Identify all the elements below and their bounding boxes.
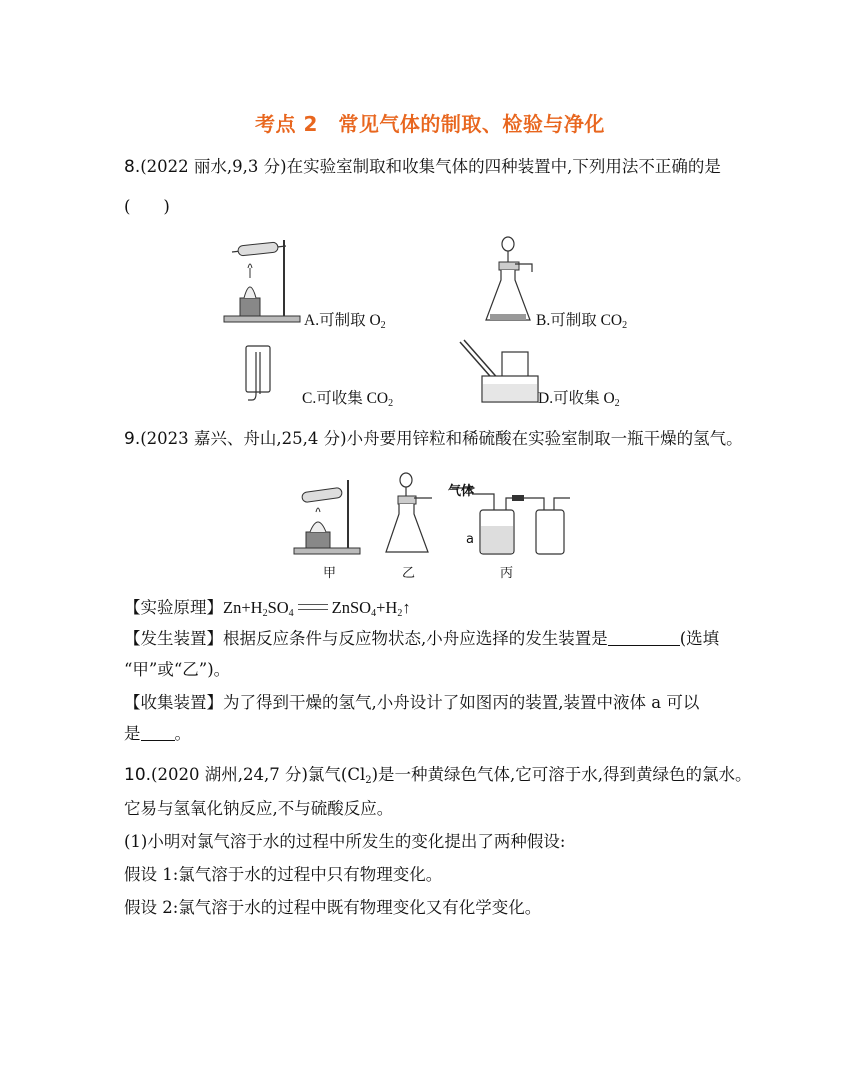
- device-answer-blank[interactable]: [608, 629, 680, 646]
- q10-number: 10.: [124, 765, 152, 785]
- apparatus-yi-flask-funnel-icon: [384, 472, 436, 558]
- fig-label-jia: 甲: [323, 566, 337, 581]
- fig-label-gas: 气体: [448, 484, 475, 499]
- q8-answer-paren: ( ): [124, 197, 170, 216]
- q8-number: 8.: [124, 157, 141, 177]
- fig-label-yi: 乙: [402, 566, 416, 581]
- option-a-caption: A.可制取 $O_2$: [304, 312, 386, 331]
- option-b-caption: B.可制取 $CO_2$: [536, 312, 628, 331]
- q9-number: 9.: [124, 429, 141, 449]
- section-title: 考点 2 常见气体的制取、检验与净化: [255, 112, 605, 136]
- fig-label-bing: 丙: [500, 566, 514, 581]
- q10-line3: (1)小明对氯气溶于水的过程中所发生的变化提出了两种假设:: [124, 832, 566, 851]
- q8-stem: [124, 156, 721, 178]
- q9-device-line2: “甲”或“乙”)。: [124, 660, 231, 679]
- q9-principle: 【实验原理】$Zn+H_2SO_4$ $ZnSO_4+H_2↑$: [124, 598, 411, 619]
- apparatus-jia-heating-tube-icon: [292, 476, 364, 558]
- q9-text: (2023 嘉兴、舟山,25,4 分)小舟要用锌粒和稀硫酸在实验室制取一瓶干燥的氢气。: [140, 429, 743, 448]
- option-c-caption: C.可收集 $CO_2$: [302, 390, 394, 409]
- q10-line2: 它易与氢氧化钠反应,不与硫酸反应。: [124, 799, 394, 818]
- q9-collect-line2: 是 。: [124, 724, 191, 743]
- option-d-caption: D.可收集 $O_2$: [538, 390, 620, 409]
- liquid-answer-blank[interactable]: [141, 724, 175, 741]
- q9-collect: 【收集装置】为了得到干燥的氢气,小舟设计了如图丙的装置,装置中液体 a 可以: [124, 693, 700, 712]
- q10-stem: 10.(2020 湖州,24,7 分)氯气$(Cl_2)$是一种黄绿色气体,它可溶于水,得到黄绿色的氯水。: [124, 765, 752, 786]
- apparatus-b-flask-funnel-icon: [484, 236, 536, 328]
- fig-label-liquid-a: a: [466, 532, 474, 547]
- apparatus-d-water-displacement-icon: [456, 336, 542, 406]
- q9-device: 【发生装置】根据反应条件与反应物状态,小舟应选择的发生装置是 (选填: [124, 629, 720, 648]
- q10-line4: 假设 1:氯气溶于水的过程中只有物理变化。: [124, 865, 443, 884]
- q9-stem: [124, 428, 743, 450]
- q8-text: (2022 丽水,9,3 分)在实验室制取和收集气体的四种装置中,下列用法不正确的是: [140, 157, 721, 176]
- apparatus-c-collection-bottle-icon: [244, 344, 274, 402]
- q10-line5: 假设 2:氯气溶于水的过程中既有物理变化又有化学变化。: [124, 898, 542, 917]
- apparatus-a-heating-tube-icon: [222, 238, 302, 324]
- equation-sign: [298, 604, 328, 610]
